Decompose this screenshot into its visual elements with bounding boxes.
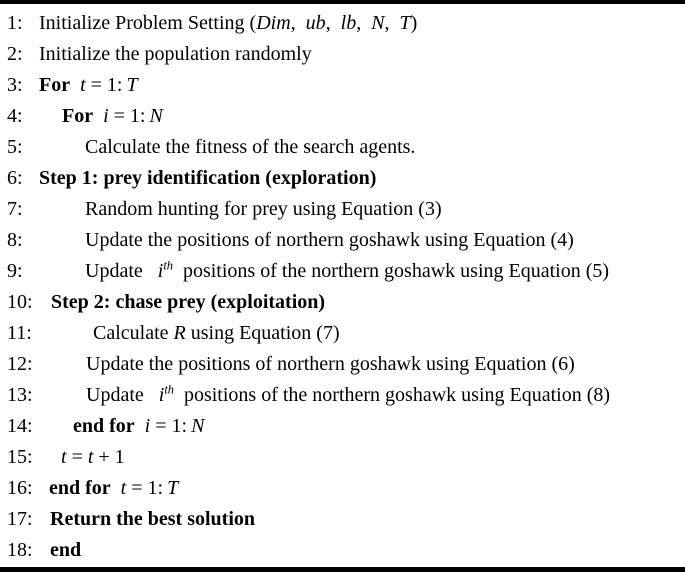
text-segment: For xyxy=(39,74,71,96)
text-segment: N xyxy=(191,415,205,437)
line-content xyxy=(39,194,442,225)
text-segment: = 1: xyxy=(85,74,127,96)
line-number: 4: xyxy=(7,105,23,127)
text-segment: Dim xyxy=(256,12,291,34)
line-content xyxy=(39,318,340,349)
text-segment: end xyxy=(50,539,82,561)
algorithm-line xyxy=(0,225,685,256)
line-content xyxy=(39,473,178,504)
line-content xyxy=(39,535,81,566)
line-content xyxy=(39,8,417,39)
text-segment: lb xyxy=(340,12,357,34)
line-number: 13: xyxy=(7,384,33,406)
line-content xyxy=(39,163,376,194)
text-segment: t xyxy=(80,74,86,96)
text-segment: Initialize Problem Setting ( xyxy=(39,12,257,34)
algorithm-line xyxy=(0,380,685,411)
line-content xyxy=(39,225,574,256)
line-number: 7: xyxy=(7,198,23,220)
algorithm-line xyxy=(0,473,685,504)
text-segment: ) xyxy=(410,12,418,34)
line-content xyxy=(39,349,575,380)
text-segment: Update the positions of northern goshawk using Equation (4) xyxy=(85,229,574,251)
text-segment: , xyxy=(356,12,372,34)
text-segment: th xyxy=(164,382,174,397)
algorithm-line xyxy=(0,535,685,566)
algorithm-line xyxy=(0,8,685,39)
text-segment: = 1: xyxy=(126,477,168,499)
text-segment: t xyxy=(61,446,67,468)
line-content xyxy=(39,132,415,163)
text-segment xyxy=(111,477,121,499)
line-content xyxy=(39,287,325,318)
text-segment xyxy=(70,74,80,96)
text-segment: th xyxy=(163,258,173,273)
line-number: 6: xyxy=(7,167,23,189)
line-content xyxy=(39,101,163,132)
line-number: 8: xyxy=(7,229,23,251)
text-segment: i xyxy=(144,415,151,437)
text-segment: i xyxy=(158,384,165,406)
line-number: 3: xyxy=(7,74,23,96)
line-number: 18: xyxy=(7,539,33,561)
text-segment: , xyxy=(384,12,400,34)
text-segment: t xyxy=(87,446,94,468)
text-segment: , xyxy=(325,12,341,34)
line-content xyxy=(39,442,125,473)
algorithm-line xyxy=(0,194,685,225)
text-segment: positions of the northern goshawk using Equation (8) xyxy=(173,384,611,406)
text-segment: T xyxy=(167,477,179,499)
line-number: 11: xyxy=(7,322,32,344)
line-number: 12: xyxy=(7,353,33,375)
text-segment: + 1 xyxy=(93,446,125,468)
text-segment: Update the positions of northern goshawk using Equation (6) xyxy=(86,353,575,375)
text-segment: i xyxy=(157,260,164,282)
line-content xyxy=(39,39,312,70)
line-number: 14: xyxy=(7,415,33,437)
line-number: 9: xyxy=(7,260,23,282)
line-content xyxy=(39,504,255,535)
text-segment: Update xyxy=(86,384,159,406)
algorithm-line xyxy=(0,287,685,318)
algorithm-line xyxy=(0,504,685,535)
text-segment: = 1: xyxy=(108,105,150,127)
line-number: 10: xyxy=(7,291,33,313)
text-segment: positions of the northern goshawk using Equation (5) xyxy=(172,260,610,282)
text-segment: Calculate the fitness of the search agents. xyxy=(85,136,416,158)
text-segment: Step 2: chase prey (exploitation) xyxy=(51,291,326,313)
text-segment: N xyxy=(371,12,385,34)
text-segment: Random hunting for prey using Equation (3) xyxy=(85,198,442,220)
algorithm-line xyxy=(0,132,685,163)
line-number: 15: xyxy=(7,446,33,468)
text-segment xyxy=(93,105,103,127)
algorithm-line xyxy=(0,256,685,287)
text-segment: , xyxy=(290,12,306,34)
algorithm-line xyxy=(0,442,685,473)
text-segment: Step 1: prey identification (exploration) xyxy=(39,167,377,189)
text-segment: T xyxy=(399,12,411,34)
algorithm-line xyxy=(0,318,685,349)
algorithm-line xyxy=(0,349,685,380)
text-segment: t xyxy=(120,477,127,499)
text-segment: N xyxy=(149,105,163,127)
text-segment: Update xyxy=(85,260,158,282)
algorithm-line xyxy=(0,101,685,132)
algorithm-line xyxy=(0,163,685,194)
text-segment: ub xyxy=(305,12,326,34)
text-segment: end for xyxy=(73,415,135,437)
text-segment: Calculate xyxy=(93,322,174,344)
text-segment: R xyxy=(173,322,186,344)
line-number: 16: xyxy=(7,477,33,499)
line-content xyxy=(39,256,609,287)
line-number: 5: xyxy=(7,136,23,158)
text-segment: = xyxy=(66,446,88,468)
text-segment xyxy=(135,415,145,437)
line-number: 17: xyxy=(7,508,33,530)
line-content xyxy=(39,380,610,411)
text-segment: For xyxy=(62,105,94,127)
line-number: 1: xyxy=(7,12,23,34)
text-segment: using Equation (7) xyxy=(185,322,340,344)
algorithm-line xyxy=(0,39,685,70)
algorithm-lines xyxy=(0,4,685,566)
text-segment: end for xyxy=(49,477,111,499)
text-segment: Initialize the population randomly xyxy=(39,43,312,65)
line-content xyxy=(39,70,138,101)
line-number: 2: xyxy=(7,43,23,65)
algorithm-line xyxy=(0,70,685,101)
text-segment: T xyxy=(126,74,138,96)
text-segment: Return the best solution xyxy=(50,508,256,530)
text-segment: i xyxy=(103,105,109,127)
text-segment: = 1: xyxy=(150,415,192,437)
line-content xyxy=(39,411,204,442)
algorithm-line xyxy=(0,411,685,442)
